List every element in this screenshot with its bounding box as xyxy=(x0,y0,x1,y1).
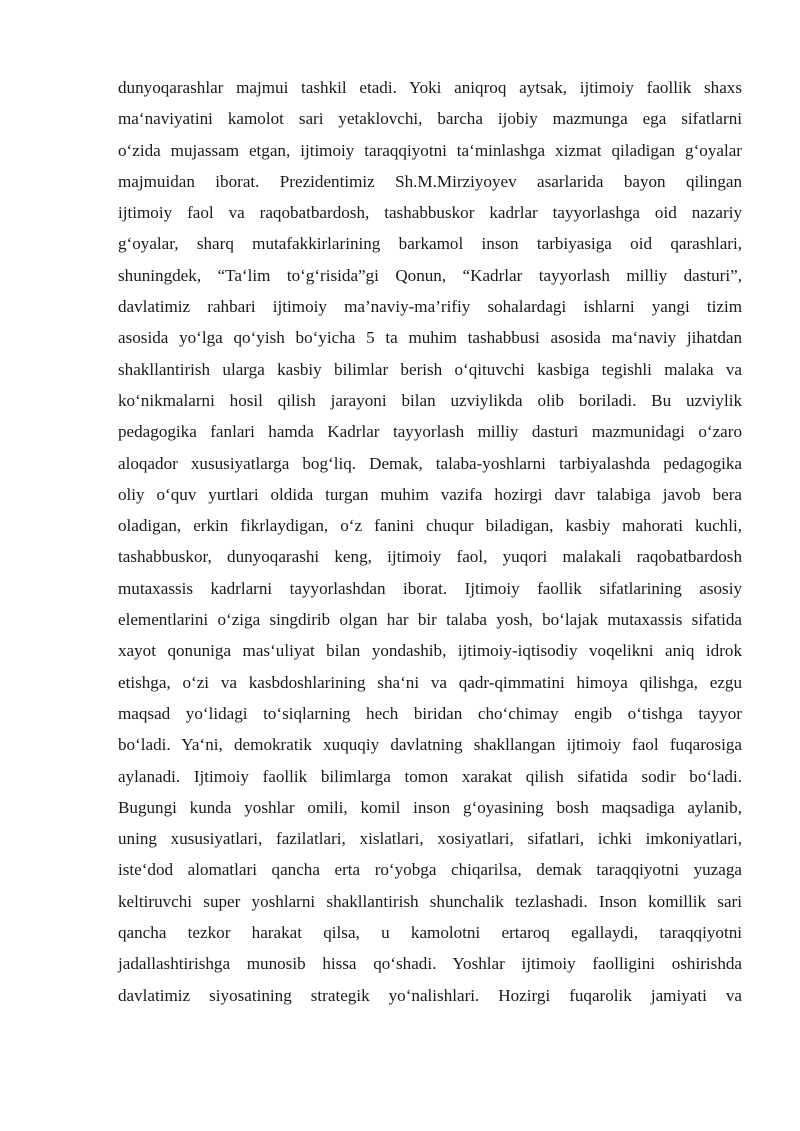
text-line: pedagogika fanlari hamda Kadrlar tayyorlash milliy dasturi mazmunidagi o‘zaro xyxy=(118,422,742,442)
text-line: g‘oyalar, sharq mutafakkirlarining barkamol inson tarbiyasiga oid qarashlari, xyxy=(118,234,742,254)
text-line: davlatimiz rahbari ijtimoiy ma’naviy-ma’rifiy sohalardagi ishlarni yangi tizim xyxy=(118,297,742,317)
text-line: ma‘naviyatini kamolot sari yetaklovchi, barcha ijobiy mazmunga ega sifatlarni xyxy=(118,109,742,129)
text-line: oladigan, erkin fikrlaydigan, o‘z fanini chuqur biladigan, kasbiy mahorati kuchli, xyxy=(118,516,742,536)
text-line: ko‘nikmalarni hosil qilish jarayoni bilan uzviylikda olib boriladi. Bu uzviylik xyxy=(118,390,742,410)
text-line: mutaxassis kadrlarni tayyorlashdan iborat. Ijtimoiy faollik sifatlarining asosiy xyxy=(118,578,742,598)
body-paragraph xyxy=(118,72,742,1011)
text-line: asosida yo‘lga qo‘yish bo‘yicha 5 ta muhim tashabbusi asosida ma‘naviy jihatdan xyxy=(118,328,742,348)
text-line: aloqador xususiyatlarga bog‘liq. Demak, talaba-yoshlarni tarbiyalashda pedagogika xyxy=(118,453,742,473)
text-line: dunyoqarashlar majmui tashkil etadi. Yoki aniqroq aytsak, ijtimoiy faollik shaxs xyxy=(118,78,742,97)
text-line: maqsad yo‘lidagi to‘siqlarning hech biridan cho‘chimay engib o‘tishga tayyor xyxy=(118,703,742,723)
text-line: bo‘ladi. Ya‘ni, demokratik xuquqiy davlatning shakllangan ijtimoiy faol fuqarosiga xyxy=(118,735,742,755)
text-line: o‘zida mujassam etgan, ijtimoiy taraqqiyotni ta‘minlashga xizmat qiladigan g‘oyalar xyxy=(118,140,742,160)
text-line: shakllantirish ularga kasbiy bilimlar berish o‘qituvchi kasbiga tegishli malaka va xyxy=(118,359,742,379)
text-line: oliy o‘quv yurtlari oldida turgan muhim vazifa hozirgi davr talabiga javob bera xyxy=(118,484,742,504)
text-line: keltiruvchi super yoshlarni shakllantirish shunchalik tezlashadi. Inson komillik sari xyxy=(118,891,742,911)
text-line: uning xususiyatlari, fazilatlari, xislatlari, xosiyatlari, sifatlari, ichki imkoniyatlari, xyxy=(118,829,742,849)
text-line: aylanadi. Ijtimoiy faollik bilimlarga tomon xarakat qilish sifatida sodir bo‘ladi. xyxy=(118,766,742,786)
text-line: majmuidan iborat. Prezidentimiz Sh.M.Mirziyoyev asarlarida bayon qilingan xyxy=(118,171,742,191)
text-line: elementlarini o‘ziga singdirib olgan har bir talaba yosh, bo‘lajak mutaxassis sifatida xyxy=(118,610,742,630)
text-line: etishga, o‘zi va kasbdoshlarining sha‘ni va qadr-qimmatini himoya qilishga, ezgu xyxy=(118,672,742,692)
text-line: davlatimiz siyosatining strategik yo‘nalishlari. Hozirgi fuqarolik jamiyati va xyxy=(118,985,742,1005)
text-line: ijtimoiy faol va raqobatbardosh, tashabbuskor kadrlar tayyorlashga oid nazariy xyxy=(118,203,742,223)
text-line: qancha tezkor harakat qilsa, u kamolotni ertaroq egallaydi, taraqqiyotni xyxy=(118,923,742,943)
text-line: iste‘dod alomatlari qancha erta ro‘yobga chiqarilsa, demak taraqqiyotni yuzaga xyxy=(118,860,742,880)
text-line: jadallashtirishga munosib hissa qo‘shadi. Yoshlar ijtimoiy faolligini oshirishda xyxy=(118,954,742,974)
text-line: shuningdek, “Ta‘lim to‘g‘risida”gi Qonun, “Kadrlar tayyorlash milliy dasturi”, xyxy=(118,265,742,285)
text-line: Bugungi kunda yoshlar omili, komil inson g‘oyasining bosh maqsadiga aylanib, xyxy=(118,797,742,817)
text-line: tashabbuskor, dunyoqarashi keng, ijtimoiy faol, yuqori malakali raqobatbardosh xyxy=(118,547,742,567)
text-line: xayot qonuniga mas‘uliyat bilan yondashib, ijtimoiy-iqtisodiy voqelikni aniq idrok xyxy=(118,641,742,661)
